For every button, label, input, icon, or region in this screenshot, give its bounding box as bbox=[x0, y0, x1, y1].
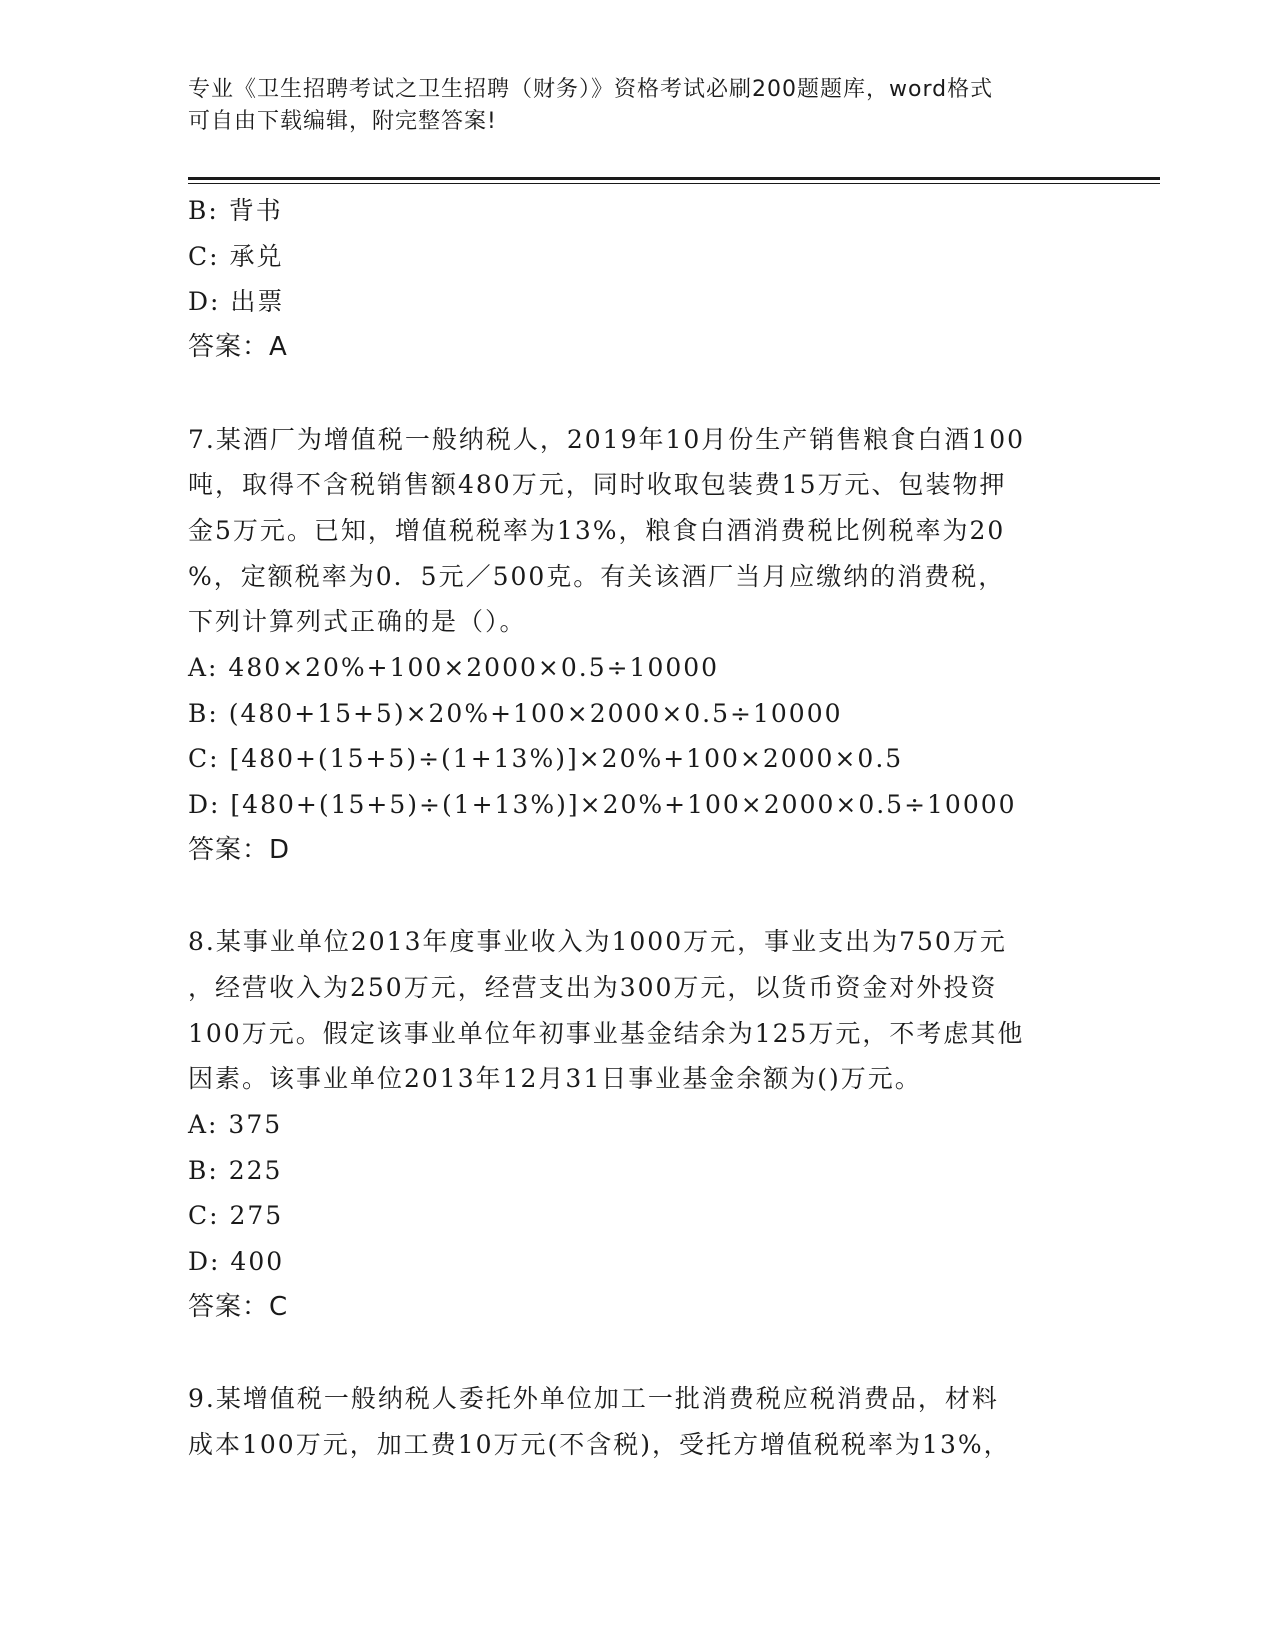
question-text-line: 成本100万元，加工费10万元(不含税)，受托方增值税税率为13%， bbox=[188, 1429, 1011, 1459]
question-text-line: 100万元。假定该事业单位年初事业基金结余为125万元，不考虑其他 bbox=[188, 1018, 1025, 1048]
option-c: C: 承兑 bbox=[188, 241, 284, 271]
question-7 bbox=[188, 417, 1088, 874]
option-d: D: [480+(15+5)÷(1+13%)]×20%+100×2000×0.5÷10000 bbox=[188, 790, 1017, 820]
question-text-line: 下列计算列式正确的是（）。 bbox=[188, 607, 527, 637]
option-b: B: 225 bbox=[188, 1155, 283, 1185]
answer-line: 答案：C bbox=[188, 1291, 289, 1322]
header-title-line-1: 专业《卫生招聘考试之卫生招聘（财务）》资格考试必刷200题题库，word格式 bbox=[188, 77, 994, 102]
header-divider-thin bbox=[188, 183, 1160, 184]
question-9 bbox=[188, 1376, 1088, 1467]
option-b: B: (480+15+5)×20%+100×2000×0.5÷10000 bbox=[188, 698, 843, 728]
answer-line: 答案：D bbox=[188, 834, 291, 865]
answer-line: 答案：A bbox=[188, 332, 288, 363]
option-a: A: 480×20%+100×2000×0.5÷10000 bbox=[188, 653, 720, 683]
question-text-line: 9.某增值税一般纳税人委托外单位加工一批消费税应税消费品，材料 bbox=[188, 1384, 999, 1414]
question-text-line: %，定额税率为0．5元／500克。有关该酒厂当月应缴纳的消费税， bbox=[188, 561, 1006, 591]
question-8 bbox=[188, 919, 1088, 1330]
question-text-line: ，经营收入为250万元，经营支出为300万元，以货币资金对外投资 bbox=[188, 972, 998, 1002]
previous-question bbox=[188, 188, 1088, 371]
document-header bbox=[188, 74, 1078, 138]
header-title-line-2: 可自由下载编辑，附完整答案! bbox=[188, 109, 497, 134]
spacer bbox=[188, 371, 1088, 417]
header-divider-thick bbox=[188, 177, 1160, 180]
question-text-line: 8.某事业单位2013年度事业收入为1000万元，事业支出为750万元 bbox=[188, 927, 1007, 957]
spacer bbox=[188, 874, 1088, 920]
question-text-line: 7.某酒厂为增值税一般纳税人，2019年10月份生产销售粮食白酒100 bbox=[188, 424, 1026, 454]
option-a: A: 375 bbox=[188, 1110, 283, 1140]
option-d: D: 出票 bbox=[188, 287, 285, 317]
option-b: B: 背书 bbox=[188, 196, 283, 225]
option-d: D: 400 bbox=[188, 1247, 285, 1277]
question-text-line: 吨，取得不含税销售额480万元，同时收取包装费15万元、包装物押 bbox=[188, 470, 1007, 500]
document-body bbox=[188, 188, 1088, 1468]
spacer bbox=[188, 1331, 1088, 1377]
option-c: C: 275 bbox=[188, 1201, 284, 1231]
option-c: C: [480+(15+5)÷(1+13%)]×20%+100×2000×0.5 bbox=[188, 744, 904, 774]
question-text-line: 金5万元。已知，增值税税率为13%，粮食白酒消费税比例税率为20 bbox=[188, 515, 1006, 545]
question-text-line: 因素。该事业单位2013年12月31日事业基金余额为()万元。 bbox=[188, 1064, 922, 1094]
